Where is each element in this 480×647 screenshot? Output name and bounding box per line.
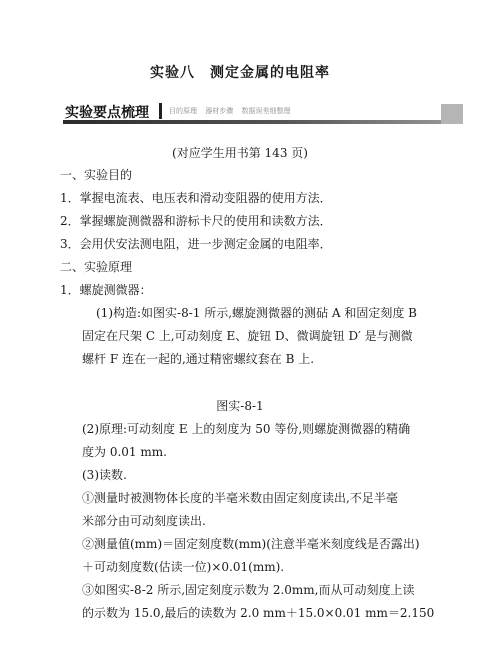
banner-sub-1: 目的原理 <box>169 107 197 115</box>
purpose-item-1: 1．掌握电流表、电压表和滑动变阻器的使用方法． <box>60 191 332 205</box>
reading-2-line-1: ②测量值(mm)＝固定刻度数(mm)(注意半毫米刻度线是否露出) <box>82 537 420 551</box>
reading-heading: (3)读数. <box>82 468 127 482</box>
purpose-item-3: 3．会用伏安法测电阻，进一步测定金属的电阻率． <box>60 237 332 251</box>
principle-item-1: 1．螺旋测微器： <box>60 283 152 297</box>
banner-separator <box>159 103 162 119</box>
reference-note: (对应学生用书第 143 页) <box>172 146 308 160</box>
figure-caption: 图实-8-1 <box>216 399 264 413</box>
construction-line-3: 螺杆 F 连在一起的,通过精密螺纹套在 B 上. <box>82 352 315 366</box>
section-heading-principle: 二、实验原理 <box>60 260 133 274</box>
principle-line-2: 度为 0.01 mm. <box>82 445 167 459</box>
reading-3-line-1: ③如图实-8-2 所示,固定刻度示数为 2.0mm,而从可动刻度上读 <box>82 583 415 597</box>
construction-line-2: 固定在尺架 C 上,可动刻度 E、旋钮 D、微调旋钮 D′ 是与测微 <box>82 329 413 343</box>
reading-1-line-2: 米部分由可动刻度读出. <box>82 514 206 528</box>
page-title: 实验八 测定金属的电阻率 <box>150 65 330 81</box>
banner-sub-2: 器材步骤 <box>205 107 234 115</box>
reading-2-line-2: ＋可动刻度数(估读一位)×0.01(mm). <box>82 560 285 574</box>
principle-line-1: (2)原理:可动刻度 E 上的刻度为 50 等份,则螺旋测微器的精确 <box>82 422 411 436</box>
banner-sub-3: 数据误差细整理 <box>241 107 291 115</box>
reading-1-line-1: ①测量时被测物体长度的半毫米数由固定刻度读出,不足半毫 <box>82 491 398 505</box>
construction-line-1: (1)构造:如图实-8-1 所示,螺旋测微器的测砧 A 和固定刻度 B <box>96 306 417 320</box>
banner-heading: 实验要点梳理 <box>65 105 149 121</box>
section-banner <box>63 100 463 124</box>
section-heading-purpose: 一、实验目的 <box>60 168 133 182</box>
banner-grey-block <box>441 104 463 124</box>
reading-3-line-2: 的示数为 15.0,最后的读数为 2.0 mm＋15.0×0.01 mm＝2.150 <box>82 606 435 620</box>
purpose-item-2: 2．掌握螺旋测微器和游标卡尺的使用和读数方法． <box>60 214 332 228</box>
banner-subtitles <box>169 106 296 116</box>
